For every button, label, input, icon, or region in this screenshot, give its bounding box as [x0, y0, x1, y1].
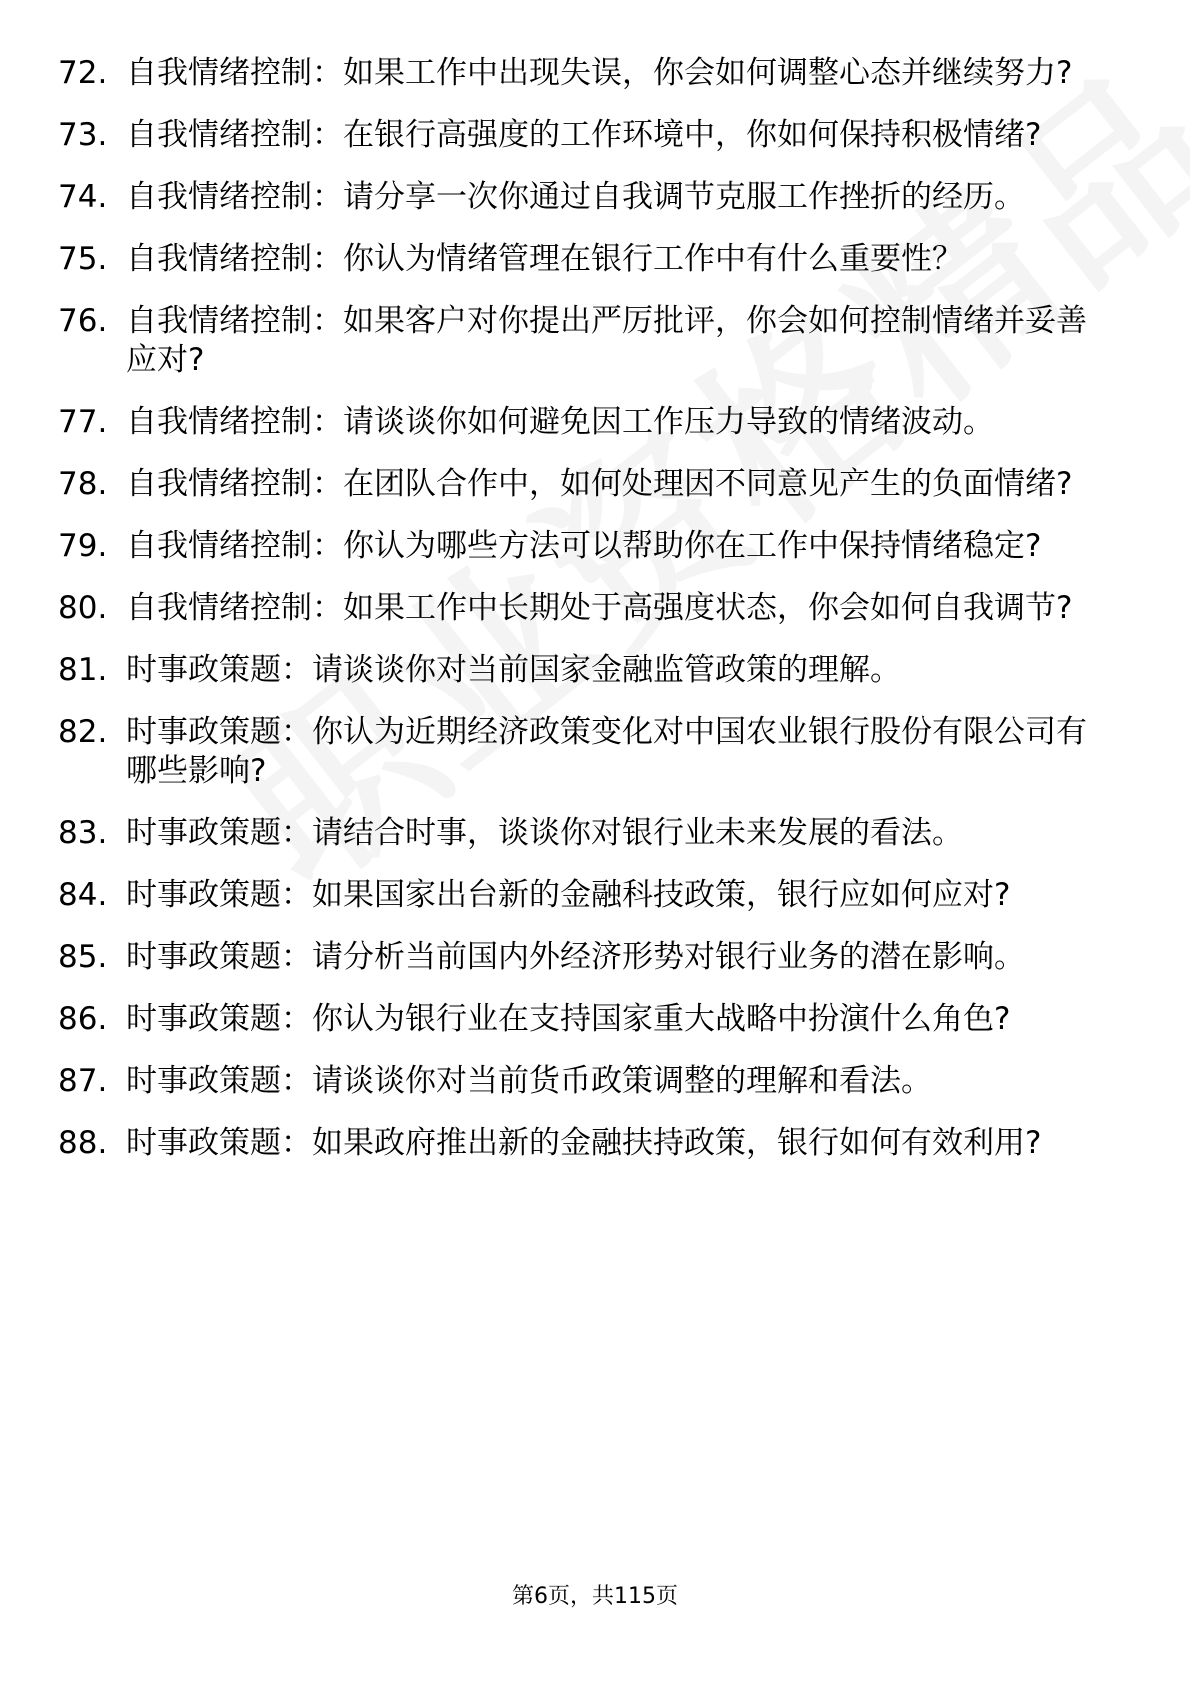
question-number: 72.: [58, 55, 108, 91]
question-text: 时事政策题：请谈谈你对当前国家金融监管政策的理解。: [126, 652, 901, 688]
question-text: 自我情绪控制：请分享一次你通过自我调节克服工作挫折的经历。: [126, 179, 1025, 215]
question-item: [58, 589, 1118, 628]
question-text: 时事政策题：请分析当前国内外经济形势对银行业务的潜在影响。: [126, 939, 1025, 975]
question-item: [58, 302, 1118, 380]
question-list: [58, 54, 1118, 1186]
question-number: 78.: [58, 466, 108, 502]
question-text: 时事政策题：请结合时事，谈谈你对银行业未来发展的看法。: [126, 815, 963, 851]
question-item: [58, 178, 1118, 217]
question-number: 80.: [58, 590, 108, 626]
question-item: [58, 403, 1118, 442]
question-item: [58, 240, 1118, 279]
question-item: [58, 54, 1118, 93]
question-text: 时事政策题：如果国家出台新的金融科技政策，银行应如何应对?: [126, 877, 1011, 913]
question-number: 76.: [58, 303, 108, 339]
question-number: 79.: [58, 528, 108, 564]
question-number: 73.: [58, 117, 108, 153]
question-text: 自我情绪控制：你认为情绪管理在银行工作中有什么重要性？: [126, 241, 963, 277]
question-item: [58, 1062, 1118, 1101]
question-item: [58, 938, 1118, 977]
question-item: [58, 713, 1118, 791]
question-text: 自我情绪控制：请谈谈你如何避免因工作压力导致的情绪波动。: [126, 404, 994, 440]
question-number: 83.: [58, 815, 108, 851]
question-number: 85.: [58, 939, 108, 975]
question-text: 自我情绪控制：如果工作中长期处于高强度状态，你会如何自我调节?: [126, 590, 1073, 626]
question-item: [58, 651, 1118, 690]
question-number: 74.: [58, 179, 108, 215]
question-text: 自我情绪控制：你认为哪些方法可以帮助你在工作中保持情绪稳定?: [126, 528, 1042, 564]
question-item: [58, 814, 1118, 853]
question-number: 86.: [58, 1001, 108, 1037]
question-text: 时事政策题：请谈谈你对当前货币政策调整的理解和看法。: [126, 1063, 932, 1099]
question-item: [58, 527, 1118, 566]
question-item: [58, 465, 1118, 504]
question-text: 时事政策题：如果政府推出新的金融扶持政策，银行如何有效利用?: [126, 1125, 1042, 1161]
question-item: [58, 1124, 1118, 1163]
page-number-footer: 第6页，共115页: [512, 1584, 678, 1609]
question-text: 自我情绪控制：在银行高强度的工作环境中，你如何保持积极情绪?: [126, 117, 1042, 153]
question-number: 77.: [58, 404, 108, 440]
question-number: 87.: [58, 1063, 108, 1099]
question-text: 自我情绪控制：如果工作中出现失误，你会如何调整心态并继续努力?: [126, 55, 1073, 91]
question-text: 自我情绪控制：在团队合作中，如何处理因不同意见产生的负面情绪?: [126, 466, 1073, 502]
question-number: 82.: [58, 714, 108, 750]
question-item: [58, 1000, 1118, 1039]
question-text: 时事政策题：你认为近期经济政策变化对中国农业银行股份有限公司有哪些影响?: [126, 714, 1087, 789]
question-item: [58, 876, 1118, 915]
question-number: 75.: [58, 241, 108, 277]
question-item: [58, 116, 1118, 155]
question-text: 时事政策题：你认为银行业在支持国家重大战略中扮演什么角色?: [126, 1001, 1011, 1037]
question-number: 88.: [58, 1125, 108, 1161]
question-text: 自我情绪控制：如果客户对你提出严厉批评，你会如何控制情绪并妥善应对?: [126, 303, 1087, 378]
question-number: 81.: [58, 652, 108, 688]
question-number: 84.: [58, 877, 108, 913]
